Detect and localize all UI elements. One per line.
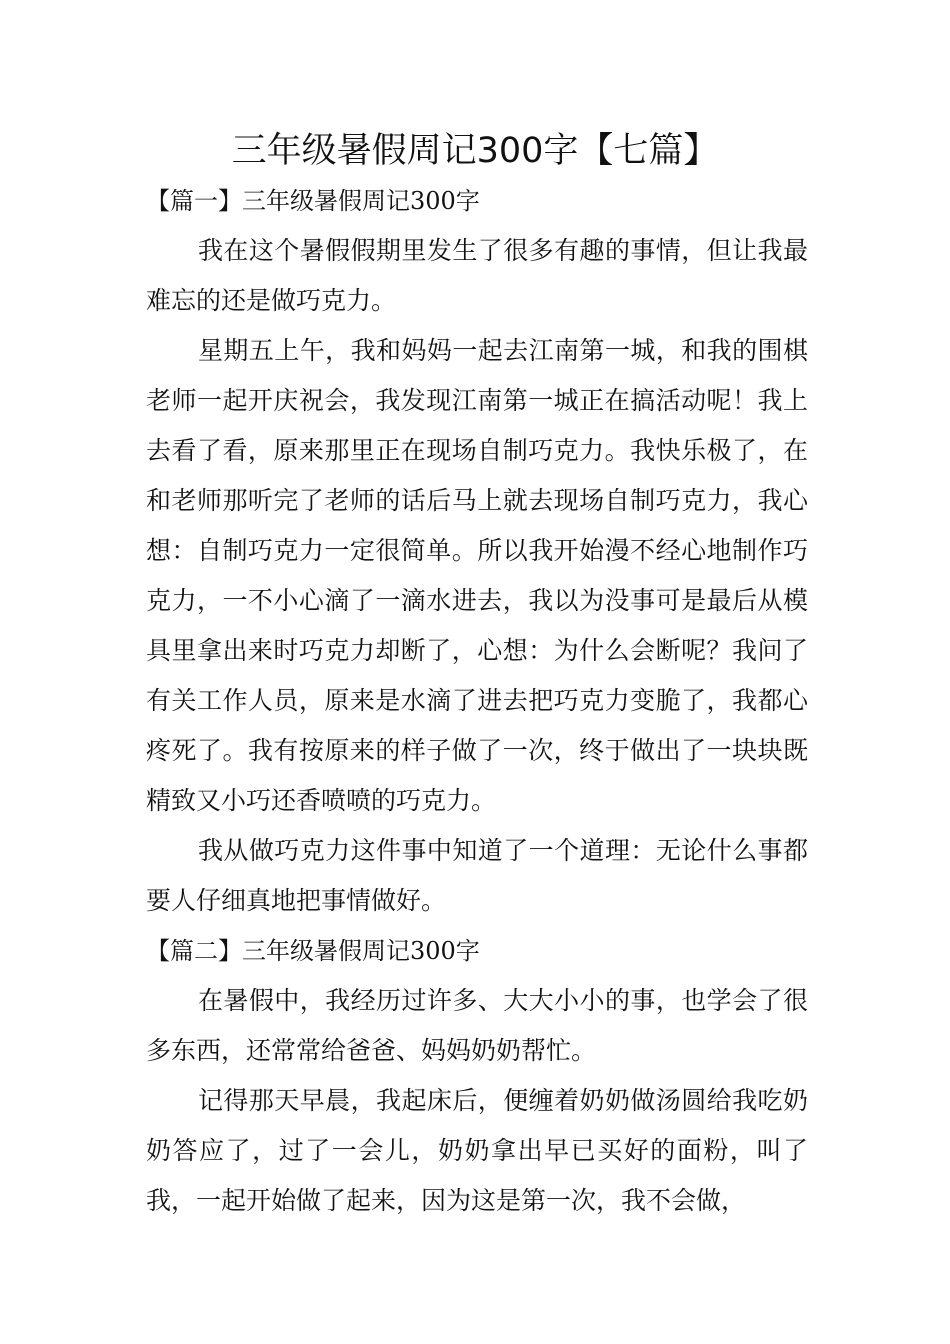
paragraph: 星期五上午，我和妈妈一起去江南第一城，和我的围棋老师一起开庆祝会，我发现江南第一城正在搞活动呢！我上去看了看，原来那里正在现场自制巧克力。我快乐极了，在和老师那听完了老师的话后马上就去现场自制巧克力，我心想：自制巧克力一定很简单。所以我开始漫不经心地制作巧克力，一不小心滴了一滴水进去，我以为没事可是最后从模具里拿出来时巧克力却断了，心想：为什么会断呢？我问了有关工作人员，原来是水滴了进去把巧克力变脆了，我都心疼死了。我有按原来的样子做了一次，终于做出了一块块既精致又小巧还香喷喷的巧克力。 [146,336,808,815]
section-heading: 【篇二】三年级暑假周记300字 [146,937,480,965]
paragraph: 记得那天早晨，我起床后，便缠着奶奶做汤圆给我吃奶奶答应了，过了一会儿，奶奶拿出早已买好的面粉，叫了我，一起开始做了起来，因为这是第一次，我不会做， [146,1086,808,1215]
paragraph: 在暑假中，我经历过许多、大大小小的事，也学会了很多东西，还常常给爸爸、妈妈奶奶帮忙。 [146,986,808,1065]
document-title: 三年级暑假周记300字【七篇】 [231,131,719,171]
section-1 [146,176,808,926]
section-heading: 【篇一】三年级暑假周记300字 [146,187,480,215]
paragraph: 我从做巧克力这件事中知道了一个道理：无论什么事都要人仔细真地把事情做好。 [146,836,808,915]
section-2 [146,926,808,1226]
document-body [146,176,808,1226]
paragraph: 我在这个暑假假期里发生了很多有趣的事情，但让我最难忘的还是做巧克力。 [146,236,808,315]
